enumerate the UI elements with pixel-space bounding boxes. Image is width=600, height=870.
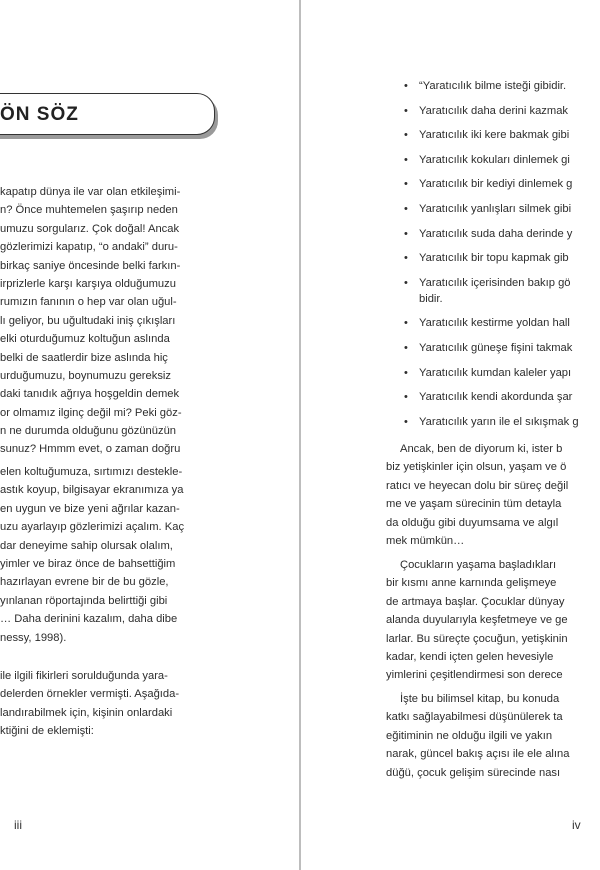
text-line: or olmamız ilginç değil mi? Peki göz- [0, 406, 182, 419]
text-line: kadar, kendi içten gelen hevesiyle [386, 650, 554, 663]
bullet-item [404, 389, 579, 405]
text-line: İşte bu bilimsel kitap, bu konuda [400, 693, 560, 705]
text-line: yınlanan röportajında belirttiği gibi [0, 594, 168, 607]
text-line: Çocukların yaşama başladıkları [400, 559, 557, 571]
text-line: ratıcı ve heyecan dolu bir süreç değil [386, 479, 569, 492]
text-line: me ve yaşam sürecinin tüm detayla [386, 498, 562, 511]
bullet-text: • Yaratıcılık bir kediyi dinlemek g [419, 178, 573, 191]
text-line: biz yetişkinler için olsun, yaşam ve ö [386, 461, 567, 474]
left-paragraph-2 [0, 463, 184, 647]
bullet-text: • Yaratıcılık kumdan kaleler yapı [419, 366, 572, 379]
text-line: yimlerini çeşitlendirmesi son derece [386, 669, 563, 682]
bullet-item [404, 201, 579, 217]
bullet-item [404, 226, 579, 242]
bullet-text: • Yaratıcılık suda daha derinde y [419, 227, 573, 240]
left-paragraph-1 [0, 183, 182, 459]
text-line: mek mümkün… [386, 534, 465, 547]
left-page [0, 0, 299, 870]
bullet-text: • Yaratıcılık yarın ile el sıkışmak g [419, 415, 579, 428]
bullet-item [404, 365, 579, 381]
right-paragraph-1 [386, 440, 568, 550]
text-line: yimler ve biraz önce de bahsettiğim [0, 557, 176, 570]
bullet-text: • Yaratıcılık daha derini kazmak [419, 104, 569, 117]
right-paragraph-2 [386, 556, 568, 685]
text-line: uzu ayarlayıp gözlerimizi açalım. Kaç [0, 521, 185, 534]
text-line: rumızın fanının o hep var olan uğul- [0, 296, 177, 309]
text-line: … Daha derinini kazalım, daha dibe [0, 613, 178, 626]
text-line: da olduğu gibi duyumsama ve algıl [386, 516, 559, 529]
text-line: ktiğini de eklemişti: [0, 725, 94, 738]
text-line: delerden örnekler vermişti. Aşağıda- [0, 688, 180, 701]
text-line: landırabilmek için, kişinin onlardaki [0, 706, 173, 719]
bullet-item [404, 152, 579, 168]
bullet-text: • Yaratıcılık içerisinden bakıp gö [419, 276, 571, 289]
text-line: urduğumuzu, boynumuzu gereksiz [0, 369, 172, 382]
bullet-text: • Yaratıcılık bir topu kapmak gib [419, 252, 569, 265]
text-line: nessy, 1998). [0, 631, 67, 644]
text-line: umuzu sorgularız. Çok doğal! Ancak [0, 222, 180, 235]
bullet-text: • Yaratıcılık kendi akordunda şar [419, 391, 573, 404]
text-line: alanda duyularıyla keşfetmeye ve ge [386, 614, 568, 627]
text-line: de artmaya başlar. Çocuklar dünyay [386, 595, 565, 608]
text-line: hazırlayan evrene bir de bu gözle, [0, 576, 169, 589]
bullet-text: • “Yaratıcılık bilme isteği gibidir. [419, 80, 567, 92]
text-line: n ne durumda olduğunu gözünüzün [0, 425, 177, 438]
text-line: lı geliyor, bu uğultudaki iniş çıkışları [0, 314, 176, 327]
text-line: astık koyup, bilgisayar ekranımıza ya [0, 484, 184, 497]
bullet-text: • Yaratıcılık iki kere bakmak gibi [419, 129, 570, 142]
text-line: larlar. Bu süreçte çocuğun, yetişkinin [386, 632, 568, 645]
bullet-text: bidir. [419, 292, 443, 305]
text-line: eğitiminin ne olduğu ilgili ve yakın [386, 729, 553, 742]
bullet-text: • Yaratıcılık yanlışları silmek gibi [419, 202, 572, 215]
text-line: Ancak, ben de diyorum ki, ister b [400, 443, 563, 455]
text-line: katkı sağlayabilmesi düşünülerek ta [386, 711, 563, 724]
bullet-text: • Yaratıcılık kestirme yoldan hall [419, 317, 570, 330]
left-paragraph-3 [0, 667, 179, 741]
text-line: irprizlerle karşı karşıya olduğumuzu [0, 277, 176, 290]
bullet-text: • Yaratıcılık güneşe fişini takmak [419, 341, 573, 354]
bullet-item [404, 315, 579, 331]
bullet-item [404, 275, 579, 307]
chapter-title: ÖN SÖZ [0, 104, 79, 125]
bullet-item [404, 127, 579, 143]
text-line: elen koltuğumuza, sırtımızı destekle- [0, 466, 183, 478]
text-line: sunuz? Hmmm evet, o zaman doğru [0, 443, 181, 456]
right-paragraph-3 [386, 690, 569, 782]
bullet-item [404, 250, 579, 266]
text-line: n? Önce muhtemelen şaşırıp neden [0, 204, 178, 217]
text-line: bir kısmı anne karnında gelişmeye [386, 577, 557, 590]
creativity-bullet-list [404, 78, 579, 438]
page-number-right: iv [572, 818, 581, 832]
page-number-left: iii [14, 818, 22, 832]
text-line: en uygun ve bize yeni ağrılar kazan- [0, 502, 180, 515]
text-line: narak, güncel bakış açısı ile ele alına [386, 748, 570, 761]
text-line: elki oturduğumuz koltuğun aslında [0, 333, 170, 346]
text-line: gözlerimizi kapatıp, “o andaki” duru- [0, 241, 178, 254]
text-line: dar deneyime sahip olursak olalım, [0, 539, 173, 552]
bullet-item [404, 176, 579, 192]
bullet-item [404, 78, 579, 94]
bullet-item [404, 414, 579, 430]
text-line: daki tanıdık ağrıya hoşgeldin demek [0, 388, 180, 401]
text-line: belki de saatlerdir bize aslında hiç [0, 351, 168, 364]
text-line: düğü, çocuk gelişim sürecinde nası [386, 766, 561, 779]
text-line: birkaç saniye öncesinde belki farkın- [0, 259, 181, 272]
bullet-item [404, 340, 579, 356]
text-line: ile ilgili fikirleri sorulduğunda yara- [0, 670, 168, 682]
bullet-text: • Yaratıcılık kokuları dinlemek gi [419, 153, 570, 166]
bullet-item [404, 103, 579, 119]
text-line: kapatıp dünya ile var olan etkileşimi- [0, 186, 181, 198]
